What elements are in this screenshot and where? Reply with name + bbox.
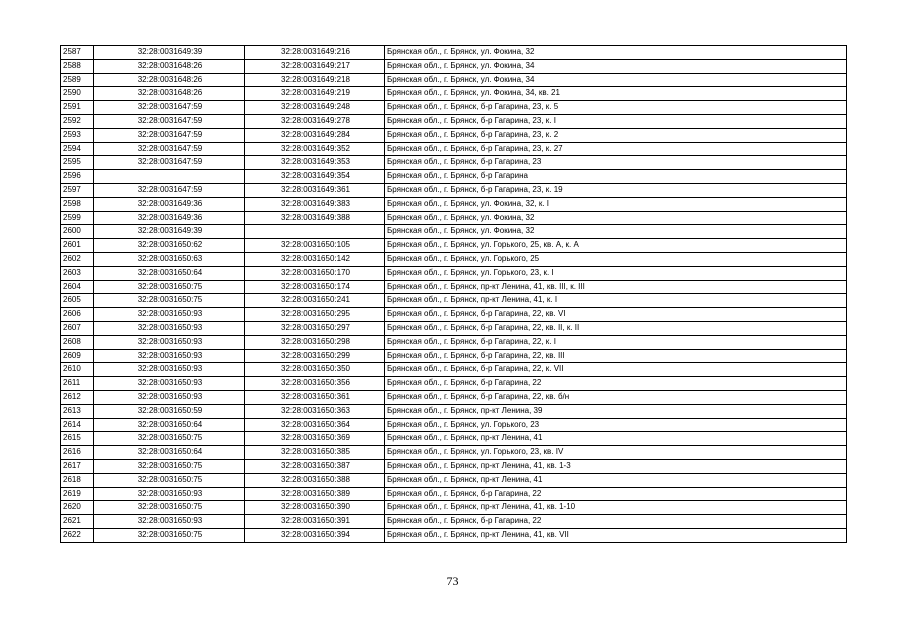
parcel-number-cell: 32:28:0031650:75 <box>94 473 245 487</box>
building-number-cell: 32:28:0031649:248 <box>245 101 385 115</box>
table-row <box>61 266 847 280</box>
parcel-number-cell: 32:28:0031647:59 <box>94 128 245 142</box>
building-number-cell: 32:28:0031649:352 <box>245 142 385 156</box>
address-cell: Брянская обл., г. Брянск, ул. Фокина, 34, кв. 21 <box>385 87 847 101</box>
parcel-number-cell: 32:28:0031649:39 <box>94 46 245 60</box>
row-number-cell: 2604 <box>61 280 94 294</box>
parcel-number-cell: 32:28:0031650:75 <box>94 280 245 294</box>
row-number-cell: 2619 <box>61 487 94 501</box>
address-cell: Брянская обл., г. Брянск, б-р Гагарина, 22 <box>385 377 847 391</box>
building-number-cell: 32:28:0031650:391 <box>245 515 385 529</box>
table-row <box>61 252 847 266</box>
building-number-cell: 32:28:0031650:350 <box>245 363 385 377</box>
table-row <box>61 432 847 446</box>
building-number-cell: 32:28:0031650:387 <box>245 459 385 473</box>
table-row <box>61 459 847 473</box>
building-number-cell <box>245 225 385 239</box>
table-row <box>61 335 847 349</box>
row-number-cell: 2590 <box>61 87 94 101</box>
row-number-cell: 2607 <box>61 321 94 335</box>
parcel-number-cell: 32:28:0031650:63 <box>94 252 245 266</box>
address-cell: Брянская обл., г. Брянск, б-р Гагарина, 22 <box>385 515 847 529</box>
table-row <box>61 349 847 363</box>
building-number-cell: 32:28:0031649:353 <box>245 156 385 170</box>
address-cell: Брянская обл., г. Брянск, пр-кт Ленина, 41, кв. 1-3 <box>385 459 847 473</box>
row-number-cell: 2592 <box>61 114 94 128</box>
building-number-cell: 32:28:0031649:218 <box>245 73 385 87</box>
building-number-cell: 32:28:0031650:298 <box>245 335 385 349</box>
address-cell: Брянская обл., г. Брянск, б-р Гагарина, 22, к. I <box>385 335 847 349</box>
building-number-cell: 32:28:0031650:364 <box>245 418 385 432</box>
table-row <box>61 404 847 418</box>
building-number-cell: 32:28:0031649:216 <box>245 46 385 60</box>
parcel-number-cell: 32:28:0031650:64 <box>94 446 245 460</box>
row-number-cell: 2610 <box>61 363 94 377</box>
cadastral-registry-table <box>60 45 847 543</box>
address-cell: Брянская обл., г. Брянск, ул. Фокина, 32 <box>385 46 847 60</box>
row-number-cell: 2597 <box>61 183 94 197</box>
address-cell: Брянская обл., г. Брянск, б-р Гагарина, 22, кв. VI <box>385 308 847 322</box>
table-row <box>61 211 847 225</box>
building-number-cell: 32:28:0031649:217 <box>245 59 385 73</box>
building-number-cell: 32:28:0031650:385 <box>245 446 385 460</box>
address-cell: Брянская обл., г. Брянск, пр-кт Ленина, 41, кв. III, к. III <box>385 280 847 294</box>
table-row <box>61 156 847 170</box>
row-number-cell: 2618 <box>61 473 94 487</box>
table-row <box>61 390 847 404</box>
building-number-cell: 32:28:0031650:388 <box>245 473 385 487</box>
parcel-number-cell: 32:28:0031650:93 <box>94 487 245 501</box>
building-number-cell: 32:28:0031650:174 <box>245 280 385 294</box>
row-number-cell: 2613 <box>61 404 94 418</box>
row-number-cell: 2622 <box>61 528 94 542</box>
table-row <box>61 280 847 294</box>
parcel-number-cell: 32:28:0031650:93 <box>94 377 245 391</box>
parcel-number-cell: 32:28:0031650:75 <box>94 501 245 515</box>
parcel-number-cell: 32:28:0031650:64 <box>94 266 245 280</box>
address-cell: Брянская обл., г. Брянск, б-р Гагарина, 23, к. 5 <box>385 101 847 115</box>
building-number-cell: 32:28:0031650:369 <box>245 432 385 446</box>
address-cell: Брянская обл., г. Брянск, б-р Гагарина, 23, к. 2 <box>385 128 847 142</box>
building-number-cell: 32:28:0031650:394 <box>245 528 385 542</box>
parcel-number-cell: 32:28:0031648:26 <box>94 73 245 87</box>
table-row <box>61 225 847 239</box>
building-number-cell: 32:28:0031650:297 <box>245 321 385 335</box>
building-number-cell: 32:28:0031650:356 <box>245 377 385 391</box>
parcel-number-cell: 32:28:0031649:36 <box>94 211 245 225</box>
building-number-cell: 32:28:0031650:295 <box>245 308 385 322</box>
address-cell: Брянская обл., г. Брянск, ул. Фокина, 34 <box>385 59 847 73</box>
row-number-cell: 2600 <box>61 225 94 239</box>
building-number-cell: 32:28:0031649:219 <box>245 87 385 101</box>
table-row <box>61 418 847 432</box>
table-row <box>61 114 847 128</box>
address-cell: Брянская обл., г. Брянск, ул. Фокина, 32, к. I <box>385 197 847 211</box>
table-row <box>61 377 847 391</box>
row-number-cell: 2614 <box>61 418 94 432</box>
parcel-number-cell: 32:28:0031650:93 <box>94 349 245 363</box>
building-number-cell: 32:28:0031649:383 <box>245 197 385 211</box>
address-cell: Брянская обл., г. Брянск, пр-кт Ленина, 41 <box>385 432 847 446</box>
parcel-number-cell: 32:28:0031650:75 <box>94 294 245 308</box>
building-number-cell: 32:28:0031649:284 <box>245 128 385 142</box>
building-number-cell: 32:28:0031650:361 <box>245 390 385 404</box>
row-number-cell: 2611 <box>61 377 94 391</box>
row-number-cell: 2599 <box>61 211 94 225</box>
parcel-number-cell: 32:28:0031650:75 <box>94 528 245 542</box>
row-number-cell: 2587 <box>61 46 94 60</box>
address-cell: Брянская обл., г. Брянск, б-р Гагарина, 23, к. I <box>385 114 847 128</box>
parcel-number-cell: 32:28:0031649:39 <box>94 225 245 239</box>
row-number-cell: 2608 <box>61 335 94 349</box>
registry-table-body <box>61 46 847 543</box>
parcel-number-cell: 32:28:0031650:93 <box>94 515 245 529</box>
address-cell: Брянская обл., г. Брянск, пр-кт Ленина, 41, к. I <box>385 294 847 308</box>
row-number-cell: 2593 <box>61 128 94 142</box>
address-cell: Брянская обл., г. Брянск, б-р Гагарина, 23 <box>385 156 847 170</box>
row-number-cell: 2612 <box>61 390 94 404</box>
table-row <box>61 294 847 308</box>
address-cell: Брянская обл., г. Брянск, б-р Гагарина, 22 <box>385 487 847 501</box>
row-number-cell: 2588 <box>61 59 94 73</box>
table-row <box>61 473 847 487</box>
row-number-cell: 2591 <box>61 101 94 115</box>
row-number-cell: 2616 <box>61 446 94 460</box>
address-cell: Брянская обл., г. Брянск, пр-кт Ленина, 41, кв. VII <box>385 528 847 542</box>
table-row <box>61 128 847 142</box>
table-row <box>61 487 847 501</box>
parcel-number-cell: 32:28:0031650:75 <box>94 459 245 473</box>
building-number-cell: 32:28:0031650:142 <box>245 252 385 266</box>
address-cell: Брянская обл., г. Брянск, б-р Гагарина <box>385 170 847 184</box>
address-cell: Брянская обл., г. Брянск, ул. Горького, 23, к. I <box>385 266 847 280</box>
parcel-number-cell: 32:28:0031650:62 <box>94 239 245 253</box>
table-row <box>61 142 847 156</box>
row-number-cell: 2620 <box>61 501 94 515</box>
row-number-cell: 2595 <box>61 156 94 170</box>
building-number-cell: 32:28:0031650:363 <box>245 404 385 418</box>
table-row <box>61 239 847 253</box>
parcel-number-cell: 32:28:0031647:59 <box>94 101 245 115</box>
address-cell: Брянская обл., г. Брянск, б-р Гагарина, 23, к. 27 <box>385 142 847 156</box>
building-number-cell: 32:28:0031650:241 <box>245 294 385 308</box>
address-cell: Брянская обл., г. Брянск, ул. Горького, 23, кв. IV <box>385 446 847 460</box>
parcel-number-cell: 32:28:0031650:93 <box>94 390 245 404</box>
table-row <box>61 73 847 87</box>
table-row <box>61 321 847 335</box>
page-number: 73 <box>446 574 459 588</box>
table-row <box>61 46 847 60</box>
address-cell: Брянская обл., г. Брянск, б-р Гагарина, 22, кв. III <box>385 349 847 363</box>
address-cell: Брянская обл., г. Брянск, б-р Гагарина, 22, кв. б/н <box>385 390 847 404</box>
row-number-cell: 2594 <box>61 142 94 156</box>
building-number-cell: 32:28:0031649:388 <box>245 211 385 225</box>
parcel-number-cell: 32:28:0031648:26 <box>94 59 245 73</box>
address-cell: Брянская обл., г. Брянск, ул. Горького, 25, кв. А, к. А <box>385 239 847 253</box>
row-number-cell: 2598 <box>61 197 94 211</box>
row-number-cell: 2606 <box>61 308 94 322</box>
table-row <box>61 515 847 529</box>
table-row <box>61 87 847 101</box>
building-number-cell: 32:28:0031650:170 <box>245 266 385 280</box>
table-row <box>61 183 847 197</box>
parcel-number-cell: 32:28:0031650:93 <box>94 335 245 349</box>
table-row <box>61 59 847 73</box>
table-row <box>61 501 847 515</box>
parcel-number-cell: 32:28:0031647:59 <box>94 183 245 197</box>
building-number-cell: 32:28:0031649:354 <box>245 170 385 184</box>
parcel-number-cell: 32:28:0031650:93 <box>94 308 245 322</box>
parcel-number-cell: 32:28:0031650:75 <box>94 432 245 446</box>
row-number-cell: 2603 <box>61 266 94 280</box>
building-number-cell: 32:28:0031649:361 <box>245 183 385 197</box>
address-cell: Брянская обл., г. Брянск, пр-кт Ленина, 41 <box>385 473 847 487</box>
address-cell: Брянская обл., г. Брянск, ул. Фокина, 34 <box>385 73 847 87</box>
row-number-cell: 2605 <box>61 294 94 308</box>
address-cell: Брянская обл., г. Брянск, пр-кт Ленина, 41, кв. 1-10 <box>385 501 847 515</box>
address-cell: Брянская обл., г. Брянск, ул. Фокина, 32 <box>385 225 847 239</box>
parcel-number-cell: 32:28:0031647:59 <box>94 156 245 170</box>
table-row <box>61 170 847 184</box>
address-cell: Брянская обл., г. Брянск, пр-кт Ленина, 39 <box>385 404 847 418</box>
building-number-cell: 32:28:0031650:105 <box>245 239 385 253</box>
parcel-number-cell: 32:28:0031649:36 <box>94 197 245 211</box>
table-row <box>61 308 847 322</box>
building-number-cell: 32:28:0031650:389 <box>245 487 385 501</box>
row-number-cell: 2617 <box>61 459 94 473</box>
row-number-cell: 2615 <box>61 432 94 446</box>
parcel-number-cell: 32:28:0031647:59 <box>94 114 245 128</box>
row-number-cell: 2609 <box>61 349 94 363</box>
building-number-cell: 32:28:0031650:390 <box>245 501 385 515</box>
address-cell: Брянская обл., г. Брянск, ул. Горького, 23 <box>385 418 847 432</box>
address-cell: Брянская обл., г. Брянск, б-р Гагарина, 23, к. 19 <box>385 183 847 197</box>
address-cell: Брянская обл., г. Брянск, ул. Фокина, 32 <box>385 211 847 225</box>
row-number-cell: 2602 <box>61 252 94 266</box>
parcel-number-cell <box>94 170 245 184</box>
table-row <box>61 197 847 211</box>
table-row <box>61 528 847 542</box>
parcel-number-cell: 32:28:0031650:93 <box>94 363 245 377</box>
building-number-cell: 32:28:0031649:278 <box>245 114 385 128</box>
parcel-number-cell: 32:28:0031650:64 <box>94 418 245 432</box>
parcel-number-cell: 32:28:0031650:93 <box>94 321 245 335</box>
parcel-number-cell: 32:28:0031648:26 <box>94 87 245 101</box>
row-number-cell: 2621 <box>61 515 94 529</box>
address-cell: Брянская обл., г. Брянск, ул. Горького, 25 <box>385 252 847 266</box>
parcel-number-cell: 32:28:0031647:59 <box>94 142 245 156</box>
building-number-cell: 32:28:0031650:299 <box>245 349 385 363</box>
row-number-cell: 2596 <box>61 170 94 184</box>
row-number-cell: 2589 <box>61 73 94 87</box>
row-number-cell: 2601 <box>61 239 94 253</box>
address-cell: Брянская обл., г. Брянск, б-р Гагарина, 22, к. VII <box>385 363 847 377</box>
table-row <box>61 446 847 460</box>
parcel-number-cell: 32:28:0031650:59 <box>94 404 245 418</box>
address-cell: Брянская обл., г. Брянск, б-р Гагарина, 22, кв. II, к. II <box>385 321 847 335</box>
table-row <box>61 363 847 377</box>
table-row <box>61 101 847 115</box>
